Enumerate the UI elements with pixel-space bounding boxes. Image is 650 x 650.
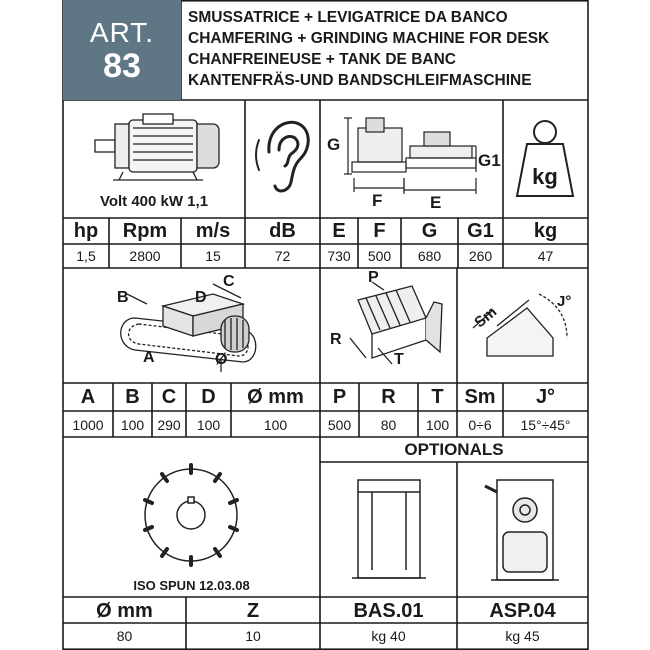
weight-label: kg xyxy=(532,164,558,189)
t2-header-t: T xyxy=(431,386,444,408)
t1-value-rpm: 2800 xyxy=(129,248,161,264)
article-number: 83 xyxy=(103,47,141,85)
t1-header-ms: m/s xyxy=(195,220,231,242)
asp04-extractor-drawing xyxy=(457,462,588,597)
t1-header-hp: hp xyxy=(73,220,99,242)
t2-value-c: 290 xyxy=(157,417,181,433)
t2-value-j: 15°÷45° xyxy=(520,417,571,433)
t1-value-e: 730 xyxy=(327,248,351,264)
t2-header-b: B xyxy=(125,386,140,408)
title-english: CHAMFERING + GRINDING MACHINE FOR DESK xyxy=(188,30,550,47)
dimension-drawing xyxy=(320,100,503,218)
t2-value-d: 100 xyxy=(196,417,221,433)
table-p-label: P xyxy=(368,269,379,286)
t1-header-g: G xyxy=(421,220,438,242)
belt-d-label: D xyxy=(195,289,207,306)
dim-g-label: G xyxy=(327,135,341,154)
ear-icon xyxy=(245,100,320,218)
t1-header-e: E xyxy=(332,220,346,242)
t1-value-g: 680 xyxy=(417,248,442,264)
product-title xyxy=(188,7,549,91)
title-german: KANTENFRÄS-UND BANDSCHLEIFMASCHINE xyxy=(188,72,532,89)
t1-header-db: dB xyxy=(269,220,296,242)
dim-e-label: E xyxy=(430,193,442,212)
t2-value-diameter: 100 xyxy=(263,417,288,433)
t3-header-asp04: ASP.04 xyxy=(489,600,556,622)
angle-sm-label: Sm xyxy=(471,303,501,332)
t1-value-ms: 15 xyxy=(205,248,221,264)
t2-value-a: 1000 xyxy=(72,417,104,433)
t2-value-t: 100 xyxy=(425,417,450,433)
weight-icon xyxy=(503,100,588,218)
t3-value-diameter: 80 xyxy=(116,628,133,644)
table-t-label: T xyxy=(394,351,404,368)
t3-value-z: 10 xyxy=(245,628,261,644)
t2-header-sm: Sm xyxy=(464,386,496,408)
title-italian: SMUSSATRICE + LEVIGATRICE DA BANCO xyxy=(188,9,508,26)
cutter-caption: ISO SPUN 12.03.08 xyxy=(133,578,250,593)
t3-header-diameter: Ø mm xyxy=(96,600,153,622)
t2-value-b: 100 xyxy=(120,417,145,433)
article-label: ART. xyxy=(89,17,155,48)
t2-header-p: P xyxy=(332,386,347,408)
optionals-title: OPTIONALS xyxy=(404,440,504,459)
bas01-stand-drawing xyxy=(320,462,457,597)
t3-value-bas01: kg 40 xyxy=(371,628,406,644)
t2-header-d: D xyxy=(201,386,216,408)
t1-header-kg: kg xyxy=(533,220,558,242)
t3-value-asp04: kg 45 xyxy=(505,628,540,644)
belt-b-label: B xyxy=(117,289,129,306)
t2-value-p: 500 xyxy=(327,417,352,433)
t2-header-diameter: Ø mm xyxy=(247,386,304,408)
t2-header-c: C xyxy=(161,386,177,408)
t1-value-db: 72 xyxy=(274,248,291,264)
t1-header-f: F xyxy=(373,220,386,242)
title-french: CHANFREINEUSE + TANK DE BANC xyxy=(188,51,456,68)
motor-spec: Volt 400 kW 1,1 xyxy=(99,193,209,210)
table-r-label: R xyxy=(330,331,342,348)
t1-header-rpm: Rpm xyxy=(122,220,168,242)
article-badge xyxy=(63,0,181,100)
t3-header-bas01: BAS.01 xyxy=(353,600,424,622)
angle-j-label: J° xyxy=(557,293,572,310)
t3-header-z: Z xyxy=(246,600,260,622)
t1-value-f: 500 xyxy=(367,248,392,264)
t2-header-a: A xyxy=(80,386,96,408)
t1-value-kg: 47 xyxy=(537,248,554,264)
belt-diagram xyxy=(63,268,320,383)
t2-value-sm: 0÷6 xyxy=(468,417,492,433)
dim-g1-label: G1 xyxy=(478,151,501,170)
t1-header-g1: G1 xyxy=(467,220,494,242)
motor-icon xyxy=(63,100,245,195)
t2-header-j: J° xyxy=(535,386,556,408)
t2-value-r: 80 xyxy=(380,417,397,433)
belt-a-label: A xyxy=(143,349,155,366)
t1-value-g1: 260 xyxy=(468,248,493,264)
belt-diameter-label: Ø xyxy=(215,351,228,368)
cutter-head-drawing xyxy=(63,437,320,582)
chamfer-angle-diagram xyxy=(457,268,588,383)
dim-f-label: F xyxy=(372,191,383,210)
t1-value-hp: 1,5 xyxy=(76,248,96,264)
work-table-diagram xyxy=(320,268,457,383)
t2-header-r: R xyxy=(381,386,396,408)
belt-c-label: C xyxy=(223,273,235,290)
